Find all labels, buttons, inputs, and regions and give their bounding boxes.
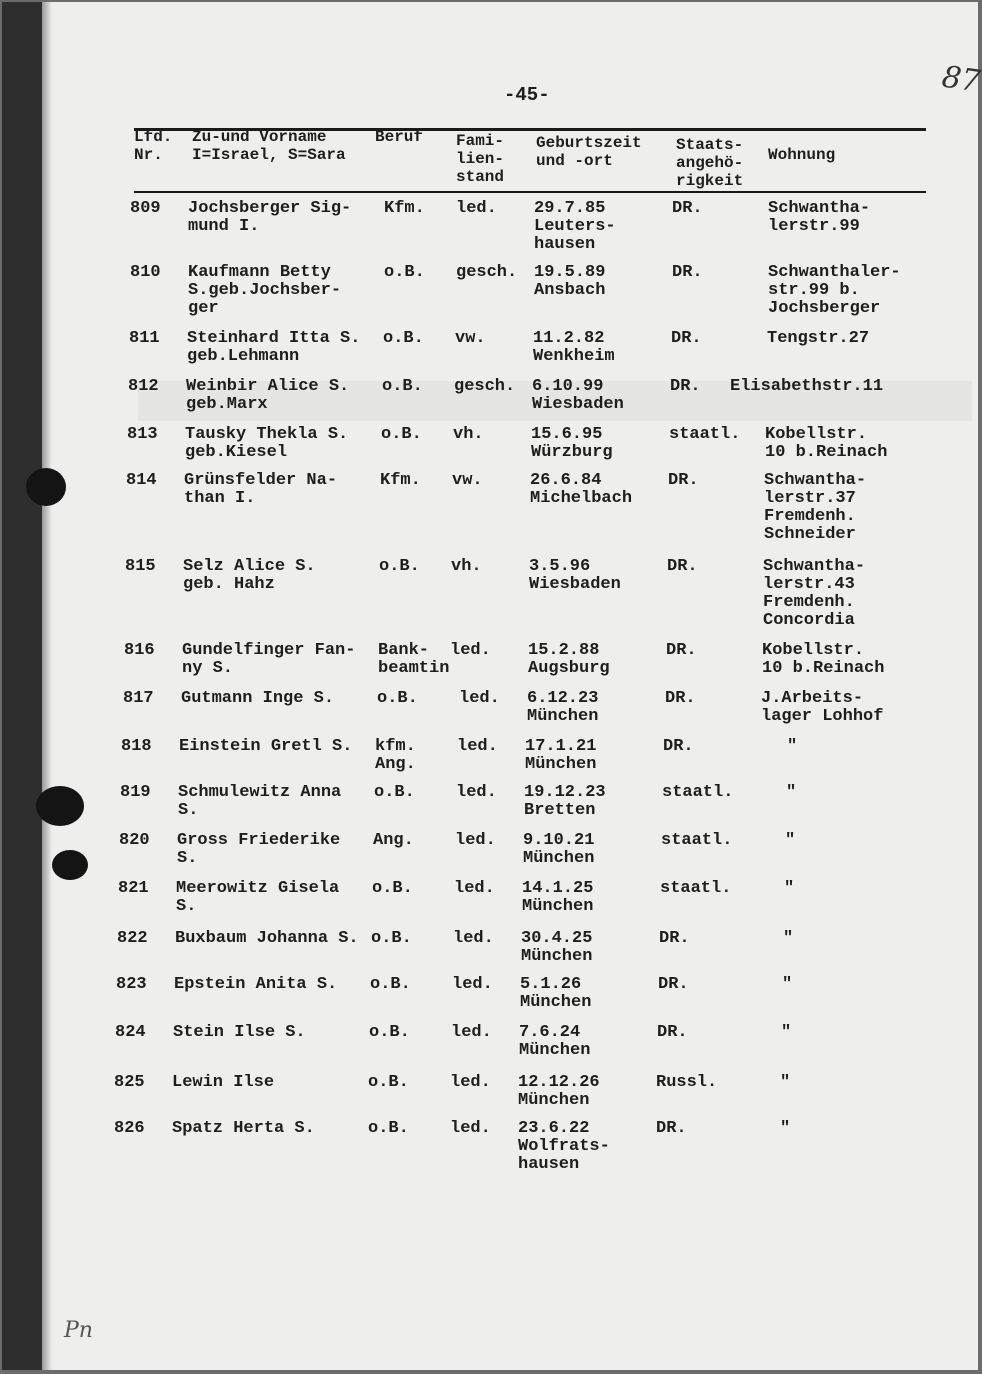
row-familienstand: led. (457, 737, 498, 756)
row-wohnung: " (780, 1119, 791, 1138)
row-beruf: o.B. (370, 975, 411, 994)
row-staatsangehoerigkeit: staatl. (660, 879, 732, 898)
row-nr: 812 (128, 377, 159, 396)
row-geburt: 26.6.84 Michelbach (530, 471, 633, 508)
row-staatsangehoerigkeit: DR. (658, 975, 689, 994)
row-geburt: 3.5.96 Wiesbaden (529, 557, 621, 594)
row-familienstand: vw. (452, 471, 483, 490)
row-familienstand: vh. (451, 557, 482, 576)
row-wohnung: Tengstr.27 (767, 329, 870, 348)
row-nr: 813 (127, 425, 158, 444)
row-staatsangehoerigkeit: Russl. (656, 1073, 718, 1092)
row-name: Steinhard Itta S. geb.Lehmann (187, 329, 361, 366)
row-wohnung: " (781, 1023, 792, 1042)
row-wohnung: " (783, 929, 794, 948)
row-name: Einstein Gretl S. (179, 737, 353, 756)
row-familienstand: led. (450, 1119, 491, 1138)
row-wohnung: " (786, 783, 797, 802)
row-beruf: o.B. (369, 1023, 410, 1042)
punch-hole (36, 786, 84, 826)
row-name: Stein Ilse S. (173, 1023, 306, 1042)
row-staatsangehoerigkeit: DR. (665, 689, 696, 708)
row-beruf: o.B. (379, 557, 420, 576)
row-nr: 819 (120, 783, 151, 802)
row-nr: 818 (121, 737, 152, 756)
row-beruf: o.B. (377, 689, 418, 708)
row-name: Buxbaum Johanna S. (175, 929, 359, 948)
punch-hole (52, 850, 88, 880)
row-beruf: Ang. (373, 831, 414, 850)
row-name: Lewin Ilse (172, 1073, 275, 1092)
row-beruf: o.B. (371, 929, 412, 948)
row-staatsangehoerigkeit: staatl. (669, 425, 741, 444)
row-beruf: o.B. (384, 263, 425, 282)
row-name: Tausky Thekla S. geb.Kiesel (185, 425, 349, 462)
row-familienstand: led. (459, 689, 500, 708)
row-geburt: 12.12.26 München (518, 1073, 600, 1110)
row-staatsangehoerigkeit: DR. (666, 641, 697, 660)
row-geburt: 15.2.88 Augsburg (528, 641, 610, 678)
row-geburt: 19.5.89 Ansbach (534, 263, 606, 300)
row-wohnung: Kobellstr. 10 b.Reinach (765, 425, 888, 462)
row-beruf: o.B. (381, 425, 422, 444)
page-edge-shadow (42, 2, 52, 1370)
header-familienstand: Fami- lien- stand (456, 132, 505, 186)
row-staatsangehoerigkeit: DR. (668, 471, 699, 490)
row-wohnung: " (785, 831, 796, 850)
row-wohnung: " (780, 1073, 791, 1092)
header-nr: Lfd. Nr. (134, 128, 173, 164)
row-staatsangehoerigkeit: staatl. (661, 831, 733, 850)
row-nr: 821 (118, 879, 149, 898)
row-beruf: o.B. (374, 783, 415, 802)
row-staatsangehoerigkeit: DR. (657, 1023, 688, 1042)
row-familienstand: gesch. (456, 263, 518, 282)
row-nr: 810 (130, 263, 161, 282)
archive-mark: 87 (939, 59, 982, 100)
row-familienstand: gesch. (454, 377, 516, 396)
row-geburt: 6.12.23 München (527, 689, 599, 726)
header-name: Zu-und Vorname I=Israel, S=Sara (192, 128, 346, 164)
row-nr: 822 (117, 929, 148, 948)
row-nr: 816 (124, 641, 155, 660)
row-nr: 823 (116, 975, 147, 994)
row-familienstand: led. (453, 929, 494, 948)
row-staatsangehoerigkeit: DR. (672, 199, 703, 218)
row-geburt: 9.10.21 München (523, 831, 595, 868)
row-name: Weinbir Alice S. geb.Marx (186, 377, 350, 414)
row-geburt: 6.10.99 Wiesbaden (532, 377, 624, 414)
row-wohnung: J.Arbeits- lager Lohhof (761, 689, 884, 726)
row-staatsangehoerigkeit: DR. (659, 929, 690, 948)
row-staatsangehoerigkeit: DR. (672, 263, 703, 282)
row-nr: 825 (114, 1073, 145, 1092)
row-geburt: 5.1.26 München (520, 975, 592, 1012)
row-beruf: o.B. (382, 377, 423, 396)
row-geburt: 19.12.23 Bretten (524, 783, 606, 820)
row-beruf: o.B. (368, 1119, 409, 1138)
document-page (42, 2, 982, 1370)
header-wohnung: Wohnung (768, 146, 836, 164)
row-nr: 811 (129, 329, 160, 348)
row-name: Gundelfinger Fan- ny S. (182, 641, 356, 678)
row-beruf: Bank- beamtin (378, 641, 450, 678)
row-staatsangehoerigkeit: DR. (663, 737, 694, 756)
row-name: Kaufmann Betty S.geb.Jochsber- ger (188, 263, 342, 318)
row-familienstand: led. (455, 831, 496, 850)
header-beruf: Beruf (375, 128, 424, 146)
row-nr: 826 (114, 1119, 145, 1138)
row-familienstand: led. (450, 1073, 491, 1092)
header-geburt: Geburtszeit und -ort (536, 134, 642, 170)
row-familienstand: vw. (455, 329, 486, 348)
row-geburt: 11.2.82 Wenkheim (533, 329, 615, 366)
punch-hole (26, 468, 66, 506)
row-wohnung: " (784, 879, 795, 898)
header-bottom-rule (134, 191, 926, 193)
row-staatsangehoerigkeit: DR. (670, 377, 701, 396)
row-staatsangehoerigkeit: DR. (671, 329, 702, 348)
row-beruf: kfm. Ang. (375, 737, 416, 774)
row-familienstand: led. (456, 783, 497, 802)
row-nr: 820 (119, 831, 150, 850)
row-familienstand: led. (450, 641, 491, 660)
row-name: Epstein Anita S. (174, 975, 338, 994)
row-familienstand: led. (456, 199, 497, 218)
row-beruf: o.B. (368, 1073, 409, 1092)
row-wohnung: " (782, 975, 793, 994)
row-name: Gutmann Inge S. (181, 689, 335, 708)
row-beruf: o.B. (383, 329, 424, 348)
row-wohnung: Schwantha- lerstr.37 Fremdenh. Schneider (764, 471, 867, 544)
row-staatsangehoerigkeit: DR. (667, 557, 698, 576)
row-name: Spatz Herta S. (172, 1119, 315, 1138)
row-name: Grünsfelder Na- than I. (184, 471, 338, 508)
header-staat: Staats- angehö- rigkeit (676, 136, 744, 190)
handwritten-initials: Pn (64, 1318, 93, 1343)
row-nr: 815 (125, 557, 156, 576)
page-number: -45- (504, 84, 550, 106)
row-beruf: o.B. (372, 879, 413, 898)
row-wohnung: Schwantha- lerstr.43 Fremdenh. Concordia (763, 557, 866, 630)
row-beruf: Kfm. (380, 471, 421, 490)
row-familienstand: vh. (453, 425, 484, 444)
row-geburt: 17.1.21 München (525, 737, 597, 774)
row-familienstand: led. (451, 1023, 492, 1042)
scan-frame (2, 2, 982, 1370)
row-staatsangehoerigkeit: staatl. (662, 783, 734, 802)
row-wohnung: Elisabethstr.11 (730, 377, 884, 396)
row-familienstand: led. (454, 879, 495, 898)
row-familienstand: led. (452, 975, 493, 994)
row-geburt: 30.4.25 München (521, 929, 593, 966)
row-wohnung: Schwantha- lerstr.99 (768, 199, 871, 236)
row-name: Jochsberger Sig- mund I. (188, 199, 352, 236)
row-wohnung: Schwanthaler- str.99 b. Jochsberger (768, 263, 901, 318)
row-beruf: Kfm. (384, 199, 425, 218)
row-name: Schmulewitz Anna S. (178, 783, 342, 820)
row-nr: 824 (115, 1023, 146, 1042)
row-name: Meerowitz Gisela S. (176, 879, 340, 916)
row-nr: 814 (126, 471, 157, 490)
row-nr: 817 (123, 689, 154, 708)
row-geburt: 7.6.24 München (519, 1023, 591, 1060)
row-geburt: 15.6.95 Würzburg (531, 425, 613, 462)
row-name: Gross Friederike S. (177, 831, 341, 868)
row-name: Selz Alice S. geb. Hahz (183, 557, 316, 594)
row-wohnung: " (787, 737, 798, 756)
row-wohnung: Kobellstr. 10 b.Reinach (762, 641, 885, 678)
row-geburt: 14.1.25 München (522, 879, 594, 916)
row-geburt: 29.7.85 Leuters- hausen (534, 199, 616, 254)
row-staatsangehoerigkeit: DR. (656, 1119, 687, 1138)
row-geburt: 23.6.22 Wolfrats- hausen (518, 1119, 610, 1174)
row-nr: 809 (130, 199, 161, 218)
